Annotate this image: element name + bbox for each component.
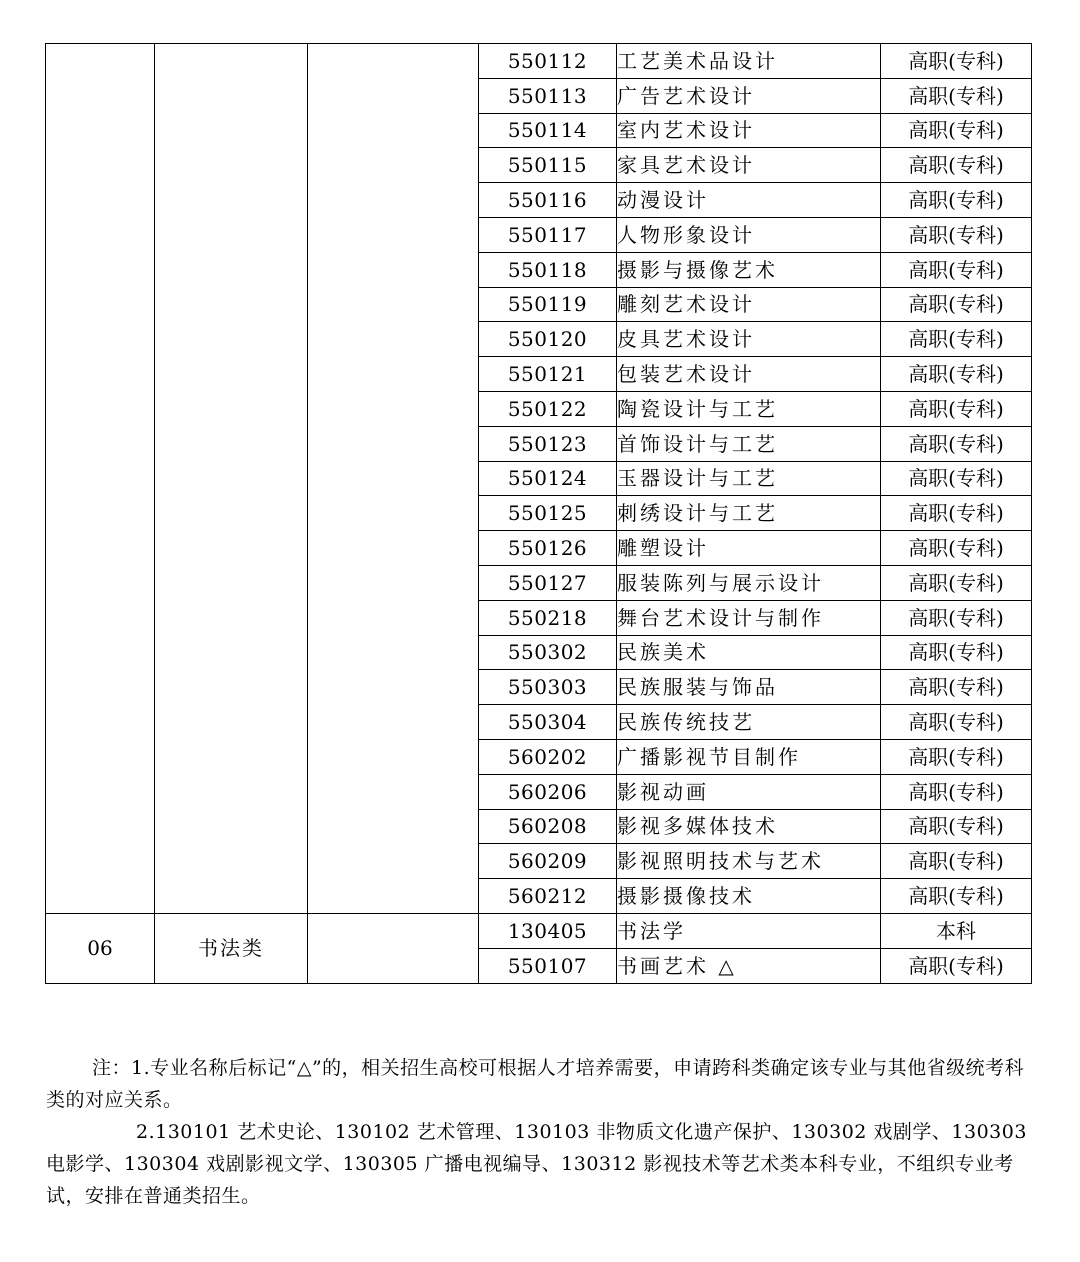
major-code-cell: 550116: [479, 183, 617, 218]
category-note-cell: [308, 913, 479, 983]
education-level-cell: 高职(专科): [881, 357, 1032, 392]
major-name-cell: 刺绣设计与工艺: [617, 496, 881, 531]
note-2: 2.130101 艺术史论、130102 艺术管理、130103 非物质文化遗产保护、130302 戏剧学、130303 电影学、130304 戏剧影视文学、130305 广播电视编导、130312 影视技术等艺术类本科专业，不组织专业考试，安排在普通类招生。: [46, 1121, 1027, 1207]
table-row: [46, 44, 1032, 79]
major-code-cell: 550124: [479, 461, 617, 496]
major-name-cell: 工艺美术品设计: [617, 44, 881, 79]
major-name-cell: 玉器设计与工艺: [617, 461, 881, 496]
major-code-cell: 550119: [479, 287, 617, 322]
major-code-cell: 550304: [479, 705, 617, 740]
notes-section: [46, 1052, 1030, 1212]
major-code-cell: 550302: [479, 635, 617, 670]
major-name-cell: 人物形象设计: [617, 217, 881, 252]
education-level-cell: 高职(专科): [881, 183, 1032, 218]
education-level-cell: 高职(专科): [881, 565, 1032, 600]
education-level-cell: 高职(专科): [881, 78, 1032, 113]
major-code-cell: 130405: [479, 913, 617, 948]
major-name-cell: 家具艺术设计: [617, 148, 881, 183]
major-name-cell: 包装艺术设计: [617, 357, 881, 392]
major-code-cell: 550120: [479, 322, 617, 357]
major-name-cell: 皮具艺术设计: [617, 322, 881, 357]
education-level-cell: 高职(专科): [881, 774, 1032, 809]
major-name-cell: 室内艺术设计: [617, 113, 881, 148]
major-code-cell: 560206: [479, 774, 617, 809]
education-level-cell: 高职(专科): [881, 461, 1032, 496]
education-level-cell: 高职(专科): [881, 148, 1032, 183]
major-code-cell: 560202: [479, 739, 617, 774]
major-code-cell: 550117: [479, 217, 617, 252]
category-code-cell: 06: [46, 913, 155, 983]
major-code-cell: 550115: [479, 148, 617, 183]
education-level-cell: 本科: [881, 913, 1032, 948]
education-level-cell: 高职(专科): [881, 705, 1032, 740]
category-name-cell: 书法类: [155, 913, 308, 983]
education-level-cell: 高职(专科): [881, 496, 1032, 531]
education-level-cell: 高职(专科): [881, 879, 1032, 914]
major-name-cell: 陶瓷设计与工艺: [617, 391, 881, 426]
major-name-cell: 书画艺术 △: [617, 948, 881, 983]
education-level-cell: 高职(专科): [881, 531, 1032, 566]
major-code-cell: 550127: [479, 565, 617, 600]
education-level-cell: 高职(专科): [881, 670, 1032, 705]
major-code-cell: 550303: [479, 670, 617, 705]
major-code-cell: 550107: [479, 948, 617, 983]
note-1: 注：1.专业名称后标记“△”的，相关招生高校可根据人才培养需要，申请跨科类确定该专业与其他省级统考科类的对应关系。: [46, 1057, 1025, 1111]
major-code-cell: 550125: [479, 496, 617, 531]
major-code-cell: 550126: [479, 531, 617, 566]
major-name-cell: 舞台艺术设计与制作: [617, 600, 881, 635]
major-name-cell: 摄影与摄像艺术: [617, 252, 881, 287]
major-code-cell: 550114: [479, 113, 617, 148]
major-code-cell: 550123: [479, 426, 617, 461]
major-code-cell: 550218: [479, 600, 617, 635]
major-table-body: [46, 44, 1032, 984]
education-level-cell: 高职(专科): [881, 844, 1032, 879]
major-name-cell: 影视动画: [617, 774, 881, 809]
major-name-cell: 民族服装与饰品: [617, 670, 881, 705]
major-name-cell: 首饰设计与工艺: [617, 426, 881, 461]
major-table: [45, 43, 1032, 984]
education-level-cell: 高职(专科): [881, 252, 1032, 287]
category-name-cell: [155, 44, 308, 914]
education-level-cell: 高职(专科): [881, 113, 1032, 148]
education-level-cell: 高职(专科): [881, 44, 1032, 79]
category-note-cell: [308, 44, 479, 914]
major-name-cell: 雕刻艺术设计: [617, 287, 881, 322]
major-name-cell: 雕塑设计: [617, 531, 881, 566]
major-code-cell: 550118: [479, 252, 617, 287]
major-code-cell: 550121: [479, 357, 617, 392]
major-code-cell: 560209: [479, 844, 617, 879]
education-level-cell: 高职(专科): [881, 739, 1032, 774]
major-name-cell: 广告艺术设计: [617, 78, 881, 113]
major-name-cell: 民族传统技艺: [617, 705, 881, 740]
education-level-cell: 高职(专科): [881, 322, 1032, 357]
major-name-cell: 摄影摄像技术: [617, 879, 881, 914]
major-name-cell: 民族美术: [617, 635, 881, 670]
major-code-cell: 550113: [479, 78, 617, 113]
education-level-cell: 高职(专科): [881, 600, 1032, 635]
education-level-cell: 高职(专科): [881, 635, 1032, 670]
major-name-cell: 服装陈列与展示设计: [617, 565, 881, 600]
major-code-cell: 550122: [479, 391, 617, 426]
education-level-cell: 高职(专科): [881, 809, 1032, 844]
education-level-cell: 高职(专科): [881, 217, 1032, 252]
major-name-cell: 动漫设计: [617, 183, 881, 218]
education-level-cell: 高职(专科): [881, 287, 1032, 322]
major-name-cell: 广播影视节目制作: [617, 739, 881, 774]
education-level-cell: 高职(专科): [881, 948, 1032, 983]
major-code-cell: 550112: [479, 44, 617, 79]
major-name-cell: 影视多媒体技术: [617, 809, 881, 844]
category-code-cell: [46, 44, 155, 914]
major-name-cell: 书法学: [617, 913, 881, 948]
education-level-cell: 高职(专科): [881, 391, 1032, 426]
major-name-cell: 影视照明技术与艺术: [617, 844, 881, 879]
major-code-cell: 560208: [479, 809, 617, 844]
table-row: [46, 913, 1032, 948]
major-code-cell: 560212: [479, 879, 617, 914]
education-level-cell: 高职(专科): [881, 426, 1032, 461]
